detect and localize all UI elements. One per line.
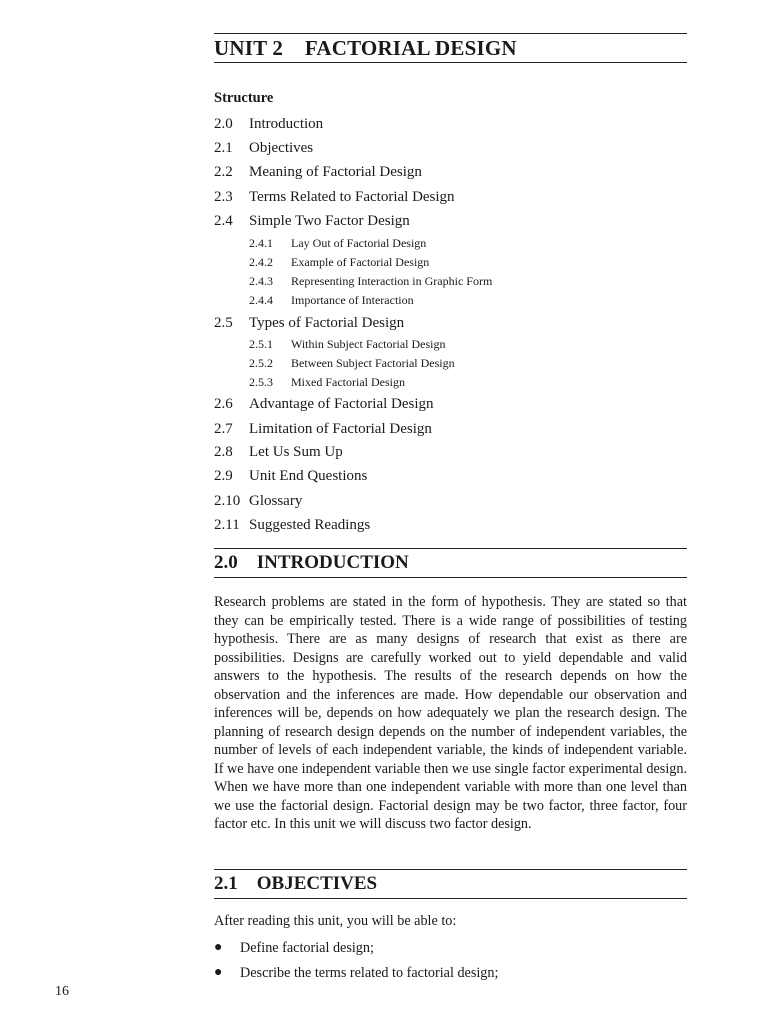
toc-item-number: 2.9 (214, 468, 233, 484)
page-number: 16 (55, 984, 69, 999)
section-heading: 2.0 INTRODUCTION (214, 552, 409, 573)
unit-title: UNIT 2 FACTORIAL DESIGN (214, 36, 517, 60)
toc-subitem-label: Importance of Interaction (291, 293, 414, 307)
toc-subitem-label: Representing Interaction in Graphic Form (291, 274, 493, 288)
introduction-paragraph: Research problems are stated in the form of hypothesis. They are stated so that they can be empirically tested. There is a wide range of possibilities of testing hypothesis. There are as many designs of research that exist as there are possibilities. Designs are carefully worked out to yield dependable and valid answers to the hypothesis. The results of the research depends on how the observation and the inferences are made. How dependable our observation and inferences will be, depends on how adequately we plan the research design. The planning of research design depends on the number of independent variables, the number of levels of each independent variable, the kinds of independent variable. If we have one independent variable then we use single factor experimental design. When we have more than one independent variable with more than one level than we use the factorial design. Factorial design may be two factor, three factor, four factor etc. In this unit we will discuss two factor design. (214, 594, 687, 832)
toc-item-number: 2.5 (214, 315, 233, 331)
section-header-objectives (214, 869, 687, 899)
toc-subitem-label: Within Subject Factorial Design (291, 337, 446, 351)
toc-item-label: Types of Factorial Design (249, 315, 405, 331)
toc-item-label: Objectives (249, 140, 314, 156)
list-item-text: Describe the terms related to factorial design; (240, 965, 499, 981)
toc-subitem-number: 2.4.3 (249, 274, 273, 288)
toc-subitem-label: Mixed Factorial Design (291, 375, 405, 389)
toc-item-number: 2.11 (214, 517, 240, 533)
toc-subitem-number: 2.5.3 (249, 375, 273, 389)
bullet-icon: ● (214, 940, 223, 955)
toc-item-label: Terms Related to Factorial Design (249, 189, 455, 205)
objectives-list (214, 940, 687, 990)
toc-subitem-number: 2.4.4 (249, 293, 273, 307)
list-item (214, 965, 687, 990)
toc-item-label: Limitation of Factorial Design (249, 421, 432, 437)
toc-item-label: Suggested Readings (249, 517, 371, 533)
objectives-intro: After reading this unit, you will be able to: (214, 913, 457, 929)
section-header-introduction (214, 548, 687, 578)
toc-item-number: 2.4 (214, 213, 233, 229)
toc-item-number: 2.0 (214, 116, 233, 132)
toc-subitem-number: 2.5.2 (249, 356, 273, 370)
toc-subitem-number: 2.4.2 (249, 255, 273, 269)
toc-subitem-number: 2.4.1 (249, 236, 273, 250)
toc-item-label: Unit End Questions (249, 468, 368, 484)
toc-subitem-label: Between Subject Factorial Design (291, 356, 455, 370)
toc-subitem-number: 2.5.1 (249, 337, 273, 351)
toc-item-number: 2.2 (214, 164, 233, 180)
toc-subitem-label: Lay Out of Factorial Design (291, 236, 427, 250)
unit-header (214, 33, 687, 63)
toc-item-number: 2.6 (214, 396, 233, 412)
toc-item-label: Glossary (249, 493, 303, 509)
toc-item-label: Introduction (249, 116, 324, 132)
toc-item-number: 2.10 (214, 493, 241, 509)
toc-item-number: 2.7 (214, 421, 233, 437)
structure-label: Structure (214, 90, 274, 106)
toc-item-label: Let Us Sum Up (249, 444, 343, 460)
toc-item-label: Simple Two Factor Design (249, 213, 410, 229)
bullet-icon: ● (214, 965, 223, 980)
list-item-text: Define factorial design; (240, 940, 374, 956)
section-heading: 2.1 OBJECTIVES (214, 873, 378, 894)
toc-item-label: Advantage of Factorial Design (249, 396, 434, 412)
toc-subitem-label: Example of Factorial Design (291, 255, 430, 269)
toc-item-label: Meaning of Factorial Design (249, 164, 422, 180)
toc-item-number: 2.1 (214, 140, 233, 156)
list-item (214, 940, 687, 965)
toc-item-number: 2.8 (214, 444, 233, 460)
toc-item-number: 2.3 (214, 189, 233, 205)
